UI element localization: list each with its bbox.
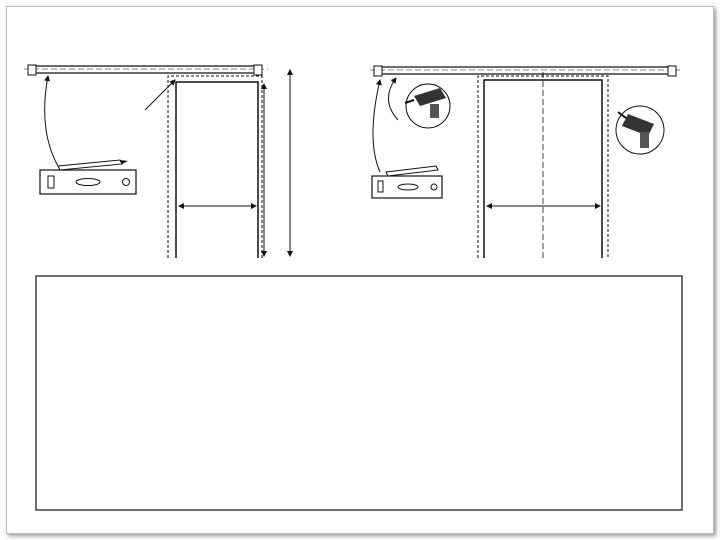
pencil-icon [58,160,128,170]
drill-icon [405,84,450,128]
left-door-frame-outline [168,76,262,258]
left-drawing [24,65,290,258]
left-rail-stop-icon [254,65,262,75]
rail-length-table [36,276,682,510]
drill-icon [616,106,664,154]
right-rail-stop-icon [668,66,676,76]
pencil-icon [386,166,438,176]
right-pencil-pointer-arrow [373,80,380,172]
left-rail-stop-icon [28,65,36,75]
right-drawing [370,66,680,258]
spirit-level-icon [40,170,136,194]
pencil-pointer-arrow [45,76,58,166]
right-door-frame [484,80,602,258]
left-door-frame [176,82,258,258]
right-rail-stop-icon [374,66,382,76]
concrete-pointer-arrow [388,78,398,120]
spirit-level-icon [372,176,442,198]
centerline-pointer-arrow [145,80,175,110]
